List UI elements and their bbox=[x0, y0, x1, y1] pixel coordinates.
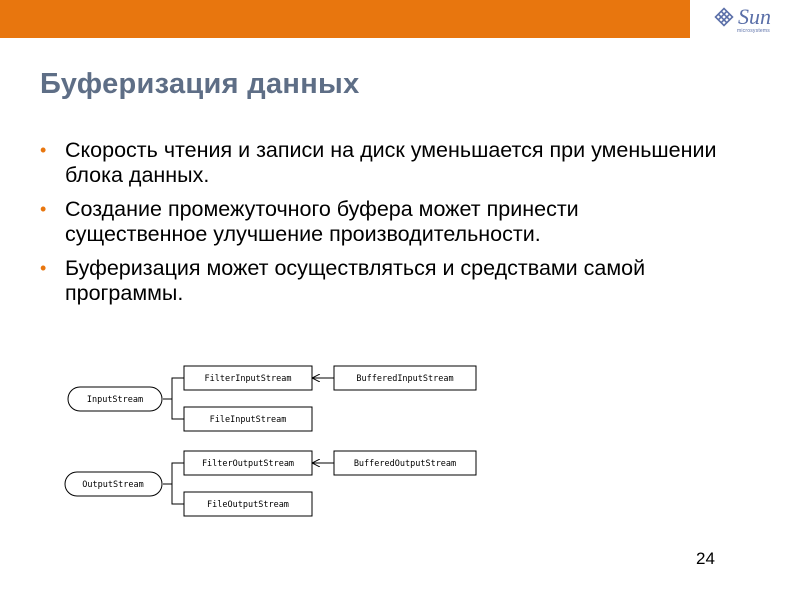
fileoutputstream-label: FileOutputStream bbox=[207, 500, 289, 510]
bullet-dot-icon: • bbox=[40, 199, 47, 219]
bullet-text: Скорость чтения и записи на диск уменьшается при уменьшении блока данных. bbox=[65, 138, 717, 187]
connector-input-tree bbox=[163, 378, 184, 419]
logo-tagline: microsystems bbox=[737, 28, 770, 34]
connector-output-tree bbox=[163, 463, 184, 504]
slide-title: Буферизация данных bbox=[40, 68, 360, 100]
outputstream-label: OutputStream bbox=[82, 480, 144, 490]
logo-brand: Sun bbox=[738, 4, 771, 29]
bufferedoutputstream-label: BufferedOutputStream bbox=[353, 459, 457, 469]
bufferedinputstream-label: BufferedInputStream bbox=[356, 374, 454, 384]
bullet-text: Создание промежуточного буфера может принести существенное улучшение производительности. bbox=[65, 197, 579, 246]
page-number: 24 bbox=[696, 549, 715, 568]
fileinputstream-label: FileInputStream bbox=[209, 415, 287, 425]
filterinputstream-label: FilterInputStream bbox=[204, 374, 292, 384]
bullet-dot-icon: • bbox=[40, 140, 47, 160]
inputstream-label: InputStream bbox=[86, 395, 144, 405]
filteroutputstream-label: FilterOutputStream bbox=[201, 459, 295, 469]
bullet-dot-icon: • bbox=[40, 258, 47, 278]
bullet-text: Буферизация может осуществляться и средствами самой программы. bbox=[65, 256, 646, 305]
